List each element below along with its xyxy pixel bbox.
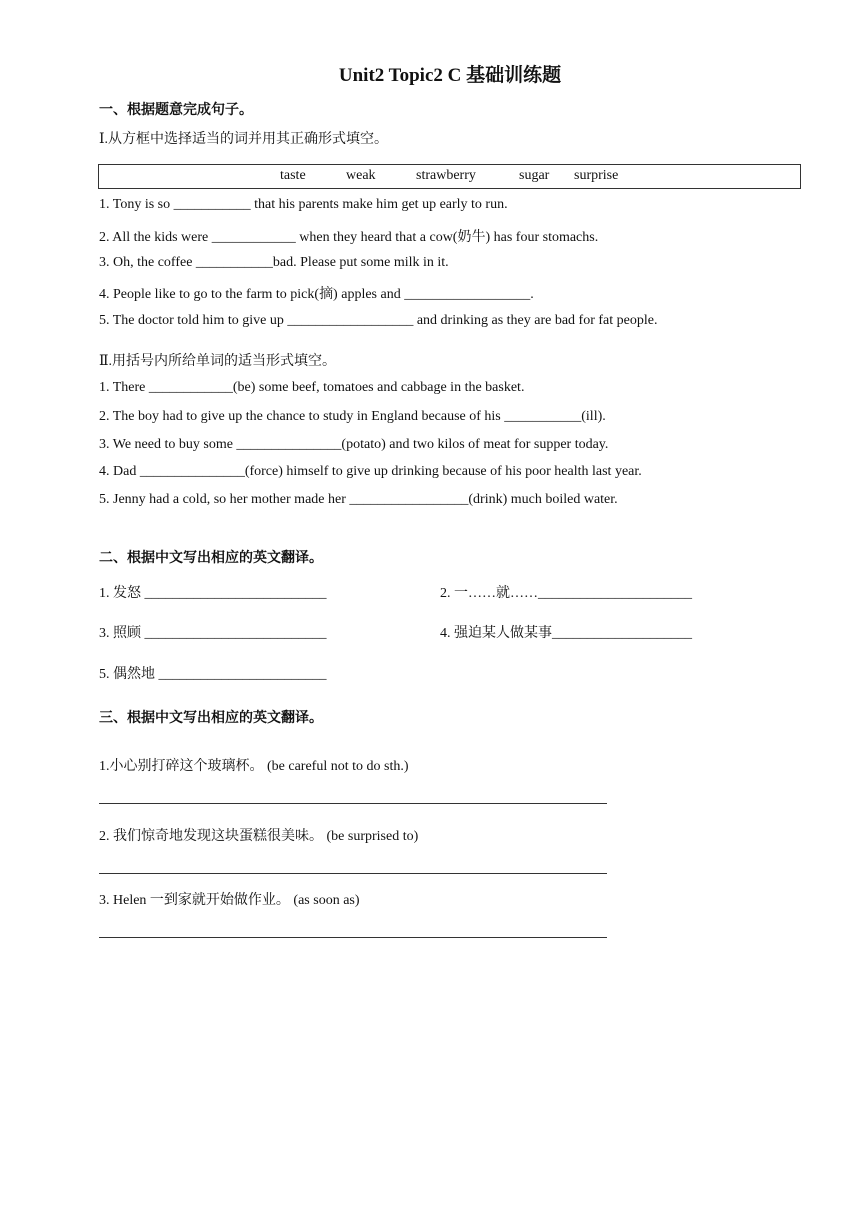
part2-instruction: Ⅱ.用括号内所给单词的适当形式填空。 bbox=[99, 354, 337, 369]
section2-heading: 二、根据中文写出相应的英文翻译。 bbox=[99, 551, 323, 566]
answer-line bbox=[99, 803, 607, 804]
part1-item-2: 2. All the kids were ____________ when they heard that a cow(奶牛) has four stomachs. bbox=[99, 230, 599, 245]
section2-item-4: 4. 强迫某人做某事____________________ bbox=[440, 626, 692, 641]
section3-item-2: 2. 我们惊奇地发现这块蛋糕很美味。 (be surprised to) bbox=[99, 829, 419, 844]
part2-item-1: 1. There ____________(be) some beef, tomatoes and cabbage in the basket. bbox=[99, 380, 525, 395]
section1-heading: 一、根据题意完成句子。 bbox=[99, 103, 253, 118]
section3-item-1: 1.小心别打碎这个玻璃杯。 (be careful not to do sth.) bbox=[99, 759, 409, 774]
word-box-word: taste bbox=[280, 168, 306, 183]
part2-item-4: 4. Dad _______________(force) himself to give up drinking because of his poor health last year. bbox=[99, 464, 642, 479]
part1-item-1: 1. Tony is so ___________ that his parents make him get up early to run. bbox=[99, 197, 508, 212]
section2-item-1: 1. 发怒 __________________________ bbox=[99, 586, 327, 601]
section2-item-3: 3. 照顾 __________________________ bbox=[99, 626, 327, 641]
section3-heading: 三、根据中文写出相应的英文翻译。 bbox=[99, 711, 323, 726]
part1-item-4: 4. People like to go to the farm to pick(摘) apples and __________________. bbox=[99, 287, 534, 302]
page-title: Unit2 Topic2 C 基础训练题 bbox=[338, 65, 562, 86]
word-box-word: sugar bbox=[519, 168, 550, 183]
section2-item-2: 2. 一……就……______________________ bbox=[440, 586, 692, 601]
part2-item-5: 5. Jenny had a cold, so her mother made her _________________(drink) much boiled water. bbox=[99, 492, 618, 507]
section2-item-5: 5. 偶然地 ________________________ bbox=[99, 667, 327, 682]
answer-line bbox=[99, 873, 607, 874]
section3-item-3: 3. Helen 一到家就开始做作业。 (as soon as) bbox=[99, 893, 360, 908]
word-box-word: strawberry bbox=[416, 168, 476, 183]
word-box-word: weak bbox=[346, 168, 376, 183]
part2-item-2: 2. The boy had to give up the chance to study in England because of his ___________(ill). bbox=[99, 409, 606, 424]
part1-item-3: 3. Oh, the coffee ___________bad. Please put some milk in it. bbox=[99, 255, 449, 270]
word-box bbox=[98, 164, 801, 189]
answer-line bbox=[99, 937, 607, 938]
word-box-word: surprise bbox=[574, 168, 619, 183]
part2-item-3: 3. We need to buy some _______________(potato) and two kilos of meat for supper today. bbox=[99, 437, 609, 452]
part1-item-5: 5. The doctor told him to give up __________________ and drinking as they are bad for fat people. bbox=[99, 313, 658, 328]
part1-instruction: Ⅰ.从方框中选择适当的词并用其正确形式填空。 bbox=[99, 132, 389, 147]
